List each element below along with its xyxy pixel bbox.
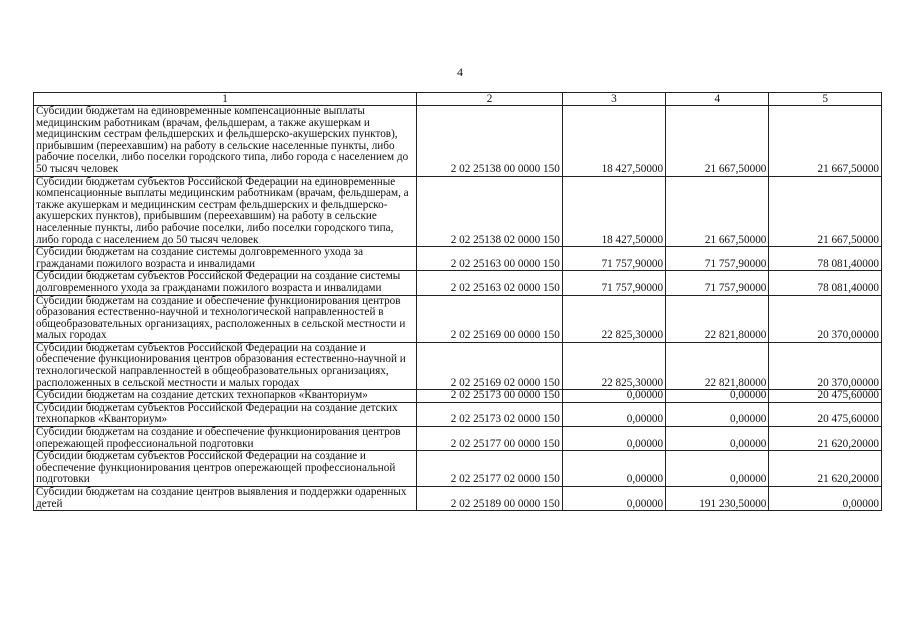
row-value-5: 78 081,40000: [769, 247, 882, 271]
row-value-4: 0,00000: [666, 427, 769, 451]
row-value-4: 191 230,50000: [666, 487, 769, 511]
table-row: [34, 247, 882, 271]
table-row: [34, 271, 882, 295]
table-row: [34, 106, 882, 177]
row-value-4: 71 757,90000: [666, 247, 769, 271]
row-value-5: 20 370,00000: [769, 342, 882, 389]
row-name: Субсидии бюджетам субъектов Российской Федерации на единовременные компенсационные выплаты медицинским работникам (врачам, фельдшерам, а также акушеркам и медицинским сестрам фельдшерских и фельдшерско-акушерских пунктов), прибывшим (переехавшим) на работу в сельские населенные пункты, либо рабочие поселки, либо поселки городского типа, либо города с населением до 50 тысяч человек: [34, 176, 417, 247]
column-header-5: 5: [769, 93, 882, 106]
row-name: Субсидии бюджетам на создание центров выявления и поддержки одаренных детей: [34, 487, 417, 511]
row-value-3: 0,00000: [562, 427, 665, 451]
row-code: 2 02 25163 02 0000 150: [417, 271, 563, 295]
table-row: [34, 295, 882, 342]
row-code: 2 02 25169 00 0000 150: [417, 295, 563, 342]
row-value-5: 21 667,50000: [769, 106, 882, 177]
row-value-4: 0,00000: [666, 390, 769, 403]
table-row: [34, 451, 882, 487]
row-name: Субсидии бюджетам субъектов Российской Федерации на создание детских технопарков «Кванториум»: [34, 402, 417, 426]
row-name: Субсидии бюджетам на создание и обеспечение функционирования центров образования естественно-научной и технологической направленностей в общеобразовательных организациях, расположенных в сельской местности и малых городах: [34, 295, 417, 342]
row-value-4: 22 821,80000: [666, 342, 769, 389]
row-code: 2 02 25173 02 0000 150: [417, 402, 563, 426]
row-name: Субсидии бюджетам субъектов Российской Федерации на создание системы долговременного ухода за гражданами пожилого возраста и инвалидами: [34, 271, 417, 295]
table-row: [34, 487, 882, 511]
row-code: 2 02 25177 02 0000 150: [417, 451, 563, 487]
row-value-3: 0,00000: [562, 390, 665, 403]
row-value-4: 71 757,90000: [666, 271, 769, 295]
row-name: Субсидии бюджетам на создание системы долговременного ухода за гражданами пожилого возраста и инвалидами: [34, 247, 417, 271]
row-code: 2 02 25173 00 0000 150: [417, 390, 563, 403]
row-value-4: 0,00000: [666, 402, 769, 426]
column-header-4: 4: [666, 93, 769, 106]
table-row: [34, 427, 882, 451]
row-value-3: 0,00000: [562, 487, 665, 511]
row-value-5: 20 475,60000: [769, 390, 882, 403]
row-value-5: 21 620,20000: [769, 427, 882, 451]
budget-table: [33, 92, 882, 511]
row-value-3: 18 427,50000: [562, 176, 665, 247]
row-value-3: 0,00000: [562, 402, 665, 426]
column-header-1: 1: [34, 93, 417, 106]
row-value-4: 21 667,50000: [666, 106, 769, 177]
row-value-4: 21 667,50000: [666, 176, 769, 247]
row-code: 2 02 25177 00 0000 150: [417, 427, 563, 451]
header-row: [34, 93, 882, 106]
row-value-3: 22 825,30000: [562, 342, 665, 389]
row-name: Субсидии бюджетам на единовременные компенсационные выплаты медицинским работникам (врачам, фельдшерам, а также акушеркам и медицинским сестрам фельдшерских и фельдшерско-акушерских пунктов), прибывшим (переехавшим) на работу в сельские населенные пункты, либо рабочие поселки, либо поселки городского типа, либо города с населением до 50 тысяч человек: [34, 106, 417, 177]
row-value-3: 71 757,90000: [562, 247, 665, 271]
row-value-3: 18 427,50000: [562, 106, 665, 177]
table-row: [34, 176, 882, 247]
row-value-5: 20 370,00000: [769, 295, 882, 342]
row-value-5: 21 667,50000: [769, 176, 882, 247]
table-row: [34, 402, 882, 426]
row-value-5: 20 475,60000: [769, 402, 882, 426]
table-row: [34, 390, 882, 403]
row-code: 2 02 25189 00 0000 150: [417, 487, 563, 511]
row-value-4: 22 821,80000: [666, 295, 769, 342]
row-value-3: 0,00000: [562, 451, 665, 487]
row-name: Субсидии бюджетам на создание детских технопарков «Кванториум»: [34, 390, 417, 403]
table-row: [34, 342, 882, 389]
row-name: Субсидии бюджетам на создание и обеспечение функционирования центров опережающей профессиональной подготовки: [34, 427, 417, 451]
column-header-3: 3: [562, 93, 665, 106]
row-value-4: 0,00000: [666, 451, 769, 487]
row-value-5: 21 620,20000: [769, 451, 882, 487]
page-number: 4: [457, 65, 463, 79]
row-value-3: 22 825,30000: [562, 295, 665, 342]
row-code: 2 02 25163 00 0000 150: [417, 247, 563, 271]
row-value-5: 78 081,40000: [769, 271, 882, 295]
row-value-5: 0,00000: [769, 487, 882, 511]
row-code: 2 02 25138 02 0000 150: [417, 176, 563, 247]
row-code: 2 02 25138 00 0000 150: [417, 106, 563, 177]
row-value-3: 71 757,90000: [562, 271, 665, 295]
row-name: Субсидии бюджетам субъектов Российской Федерации на создание и обеспечение функционирования центров образования естественно-научной и технологической направленностей в общеобразовательных организациях, расположенных в сельской местности и малых городах: [34, 342, 417, 389]
row-code: 2 02 25169 02 0000 150: [417, 342, 563, 389]
column-header-2: 2: [417, 93, 563, 106]
row-name: Субсидии бюджетам субъектов Российской Федерации на создание и обеспечение функционирования центров опережающей профессиональной подготовки: [34, 451, 417, 487]
